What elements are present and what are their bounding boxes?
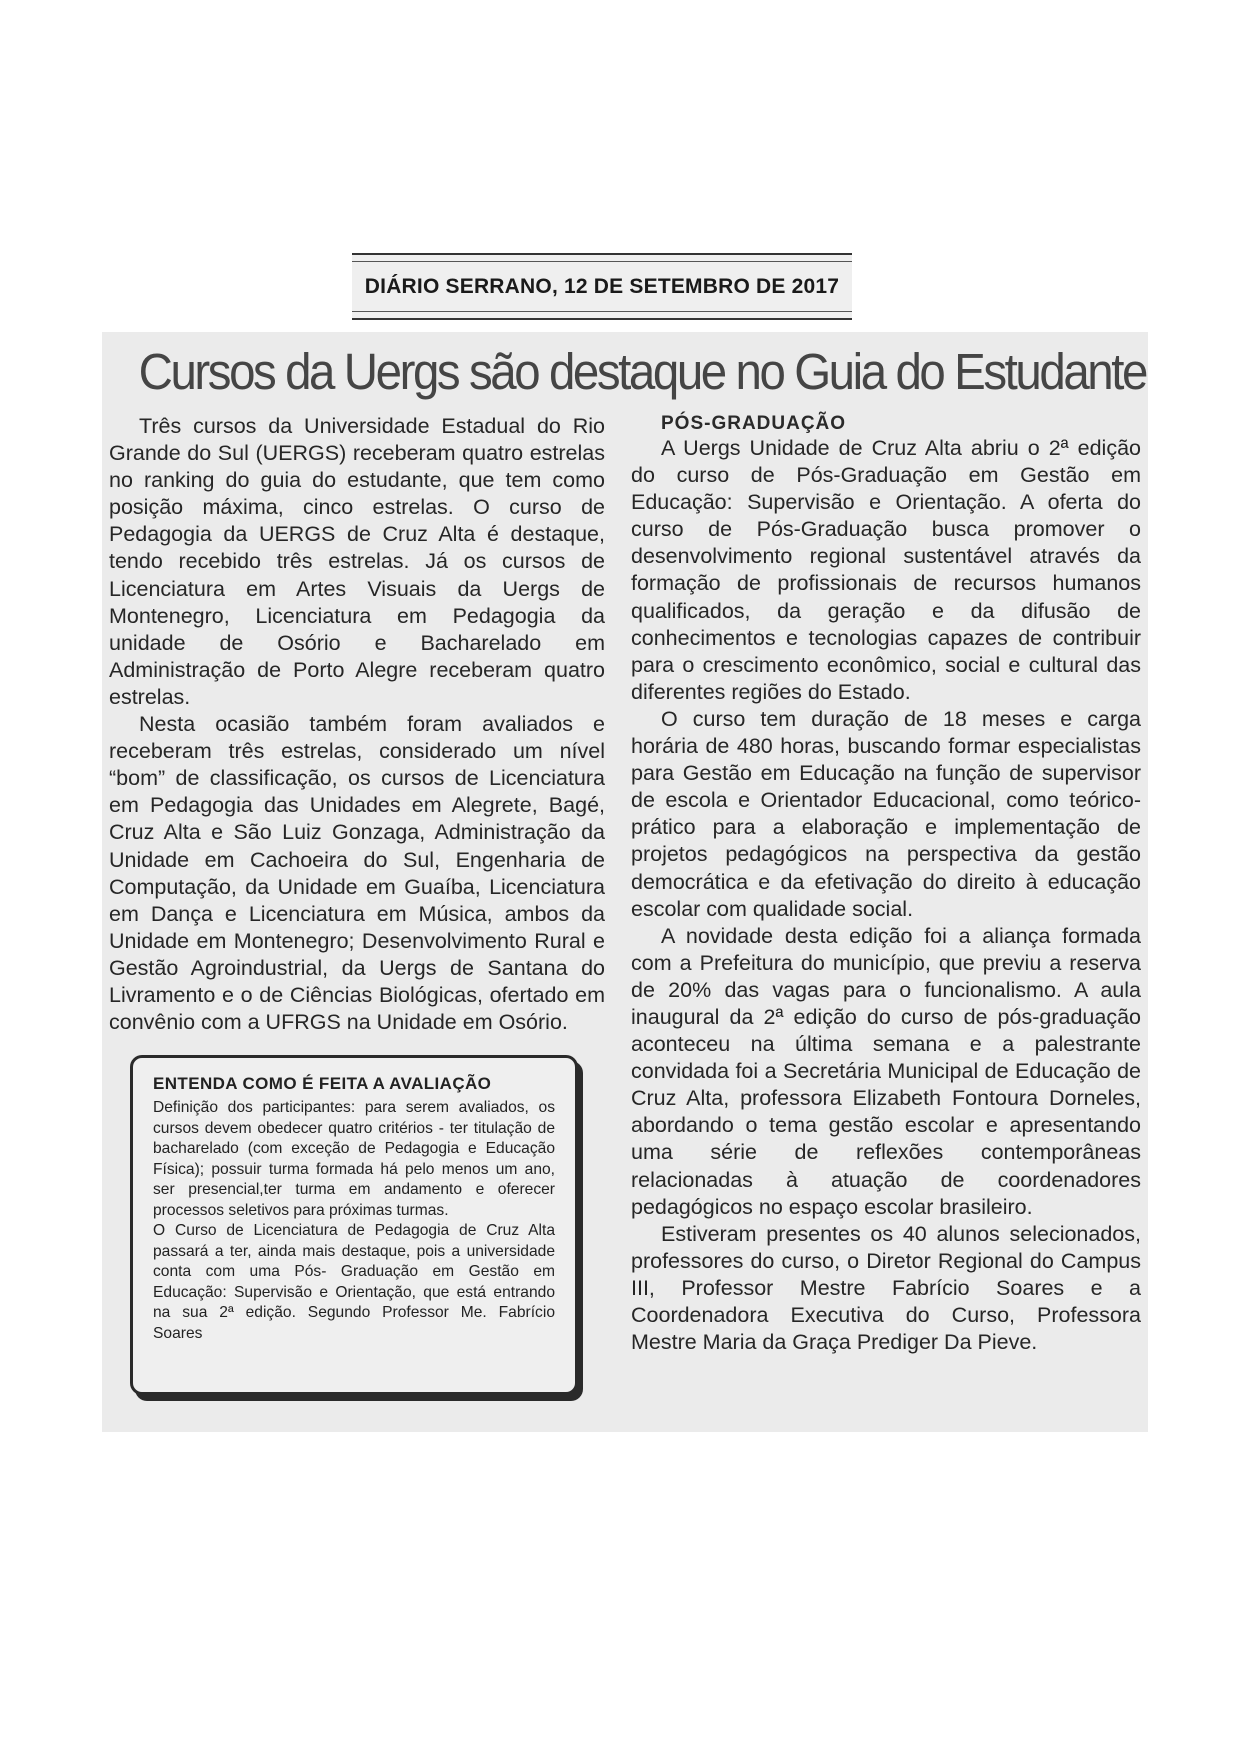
info-box-paragraph-2: O Curso de Licenciatura de Pedagogia de Cruz Alta passará a ter, ainda mais destaque, pois a universidade conta com uma Pós- Graduação em Gestão em Educação: Supervisão e Orientação, que está entrando na sua 2ª edição. Segundo Professor Me. Fabrício Soares bbox=[153, 1222, 555, 1342]
left-paragraph-2: Nesta ocasião também foram avaliados e receberam três estrelas, considerado um nível “bom” de classificação, os cursos de Licenciatura em Pedagogia das Unidades em Alegrete, Bagé, Cruz Alta e São Luiz Gonzaga, Administração da Unidade em Cachoeira do Sul, Engenharia de Computação, da Unidade em Guaíba, Licenciatura em Dança e Licenciatura em Música, ambos da Unidade em Montenegro; Desenvolvimento Rural e Gestão Agroindustrial, da Uergs de Santana do Livramento e o de Ciências Biológicas, ofertado em convênio com a UFRGS na Unidade em Osório. bbox=[109, 712, 605, 1035]
info-box-paragraph-1: Definição dos participantes: para serem avaliados, os cursos devem obedecer quatro critérios - ter titulação de bacharelado (com exceção de Pedagogia e Educação Física); possuir turma formada há pelo menos um ano, ser presencial,ter turma em andamento e oferecer processos seletivos para próximas turmas. bbox=[153, 1099, 555, 1219]
right-paragraph-4: Estiveram presentes os 40 alunos selecionados, professores do curso, o Diretor Regional do Campus III, Professor Mestre Fabrício Soares e a Coordenadora Executiva do Curso, Professora Mestre Maria da Graça Prediger Da Pieve. bbox=[631, 1221, 1141, 1355]
info-box-title: ENTENDA COMO É FEITA A AVALIAÇÃO bbox=[153, 1074, 492, 1093]
article-left-column bbox=[109, 413, 605, 1036]
left-paragraph-1: Três cursos da Universidade Estadual do Rio Grande do Sul (UERGS) receberam quatro estrelas no ranking do guia do estudante, que tem como posição máxima, cinco estrelas. O curso de Pedagogia da UERGS de Cruz Alta é destaque, tendo recebido três estrelas. Já os cursos de Licenciatura em Artes Visuais da Uergs de Montenegro, Licenciatura em Pedagogia da unidade de Osório e Bacharelado em Administração de Porto Alegre receberam quatro estrelas. bbox=[109, 414, 605, 709]
evaluation-info-box bbox=[130, 1055, 578, 1395]
article-right-column bbox=[631, 413, 1141, 1356]
article-headline: Cursos da Uergs são destaque no Guia do Estudante bbox=[138, 343, 1146, 400]
right-paragraph-3: A novidade desta edição foi a aliança formada com a Prefeitura do município, que previu a reserva de 20% das vagas para o funcionalismo. A aula inaugural da 2ª edição do curso de pós-graduação aconteceu na última semana e a palestrante convidada foi a Secretária Municipal de Educação de Cruz Alta, professora Elizabeth Fontoura Dorneles, abordando o tema gestão escolar e apresentando uma série de reflexões contemporâneas relacionadas à atuação de coordenadores pedagógicos no espaço escolar brasileiro. bbox=[631, 923, 1141, 1219]
newspaper-masthead bbox=[352, 253, 852, 320]
right-paragraph-2: O curso tem duração de 18 meses e carga horária de 480 horas, buscando formar especialistas para Gestão em Educação na função de supervisor de escola e Orientador Educacional, como teórico-prático para a elaboração e implementação de projetos pedagógicos na perspectiva da gestão democrática e da efetivação do direito à educação escolar com qualidade social. bbox=[631, 706, 1141, 921]
masthead-text: DIÁRIO SERRANO, 12 DE SETEMBRO DE 2017 bbox=[364, 274, 840, 298]
section-heading: PÓS-GRADUAÇÃO bbox=[661, 413, 847, 434]
right-paragraph-1: A Uergs Unidade de Cruz Alta abriu o 2ª edição do curso de Pós-Graduação em Gestão em Educação: Supervisão e Orientação. A oferta do curso de Pós-Graduação busca promover o desenvolvimento regional sustentável através da formação de profissionais de recursos humanos qualificados, da geração e da difusão de conhecimentos e tecnologias capazes de contribuir para o crescimento econômico, social e cultural das diferentes regiões do Estado. bbox=[631, 436, 1141, 704]
